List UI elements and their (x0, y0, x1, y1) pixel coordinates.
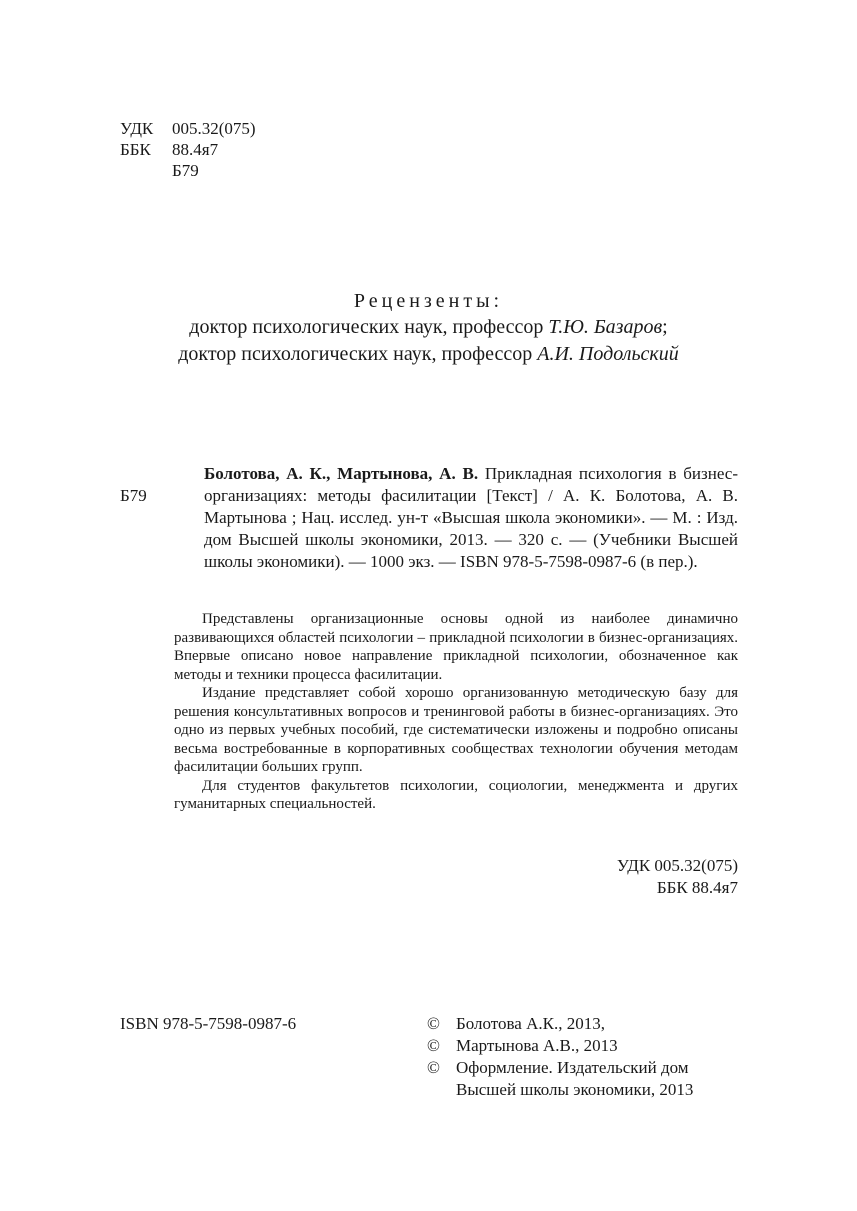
reviewers-block (0, 288, 857, 368)
reviewer-title: доктор психологических наук, профессор (178, 343, 533, 365)
udk-value: 005.32(075) (172, 119, 256, 138)
bibliography-side-code: Б79 (120, 486, 147, 505)
reviewer-name: А.И. Подольский (537, 343, 679, 365)
copyright-line: © Болотова А.К., 2013, (427, 1014, 605, 1033)
copyright-line: © Мартынова А.В., 2013 (427, 1036, 618, 1055)
reviewer-separator: ; (662, 316, 668, 338)
copyright-block (427, 1013, 747, 1101)
bbk-row (120, 139, 256, 160)
reviewer-title: доктор психологических наук, профессор (189, 316, 544, 338)
author-code-row (120, 160, 256, 181)
annotation-paragraph: Представлены организационные основы одной из наиболее динамично развивающихся областей психологии – прикладной психологии в бизнес-организациях. Впервые описано новое направление прикладной психологии, обозначенное как методы и техники процесса фасилитации. (174, 611, 738, 683)
annotation (174, 610, 738, 814)
annotation-paragraph: Для студентов факультетов психологии, социологии, менеджмента и других гуманитарных специальностей. (174, 777, 738, 812)
annotation-paragraph: Издание представляет собой хорошо организованную методическую базу для решения консультативных вопросов и тренинговой работы в бизнес-организациях. Это одно из первых учебных пособий, где систематически изложены и подробно описаны весьма востребованные в корпоративных сообществах технологии обучения методам фасилитации больших групп. (174, 685, 738, 775)
udk-code: УДК 005.32(075) (616, 856, 738, 875)
bbk-code: ББК 88.4я7 (656, 878, 738, 897)
bibliography-entry (120, 463, 738, 573)
copyright-line: © Оформление. Издательский дом (427, 1058, 689, 1077)
bbk-value: 88.4я7 (172, 140, 219, 159)
classification-block (120, 118, 256, 181)
copyright-symbol: © (427, 1058, 440, 1077)
bbk-label: ББК (120, 140, 151, 159)
codes-bottom (438, 855, 738, 899)
reviewers-heading: Рецензенты: (353, 290, 504, 312)
isbn: ISBN 978-5-7598-0987-6 (120, 1014, 297, 1033)
author-code: Б79 (172, 161, 199, 180)
reviewer-line (0, 341, 857, 368)
copyright-continuation: Высшей школы экономики, 2013 (456, 1080, 694, 1099)
udk-row (120, 118, 256, 139)
bibliography-authors: Болотова, А. К., Мартынова, А. В. (204, 464, 479, 483)
udk-label: УДК (120, 119, 154, 138)
copyright-symbol: © (427, 1036, 440, 1055)
reviewer-name: Т.Ю. Базаров (548, 316, 663, 338)
reviewer-line (0, 314, 857, 341)
copyright-symbol: © (427, 1014, 440, 1033)
bibliography-text: Прикладная психология в бизнес-организациях: методы фасилитации [Текст] / А. К. Болотова, А. В. Мартынова ; Нац. исслед. ун-т «Высшая школа экономики». — М. : Изд. дом Высшей школы экономики, 2013. — 320 с. — (Учебники Высшей школы экономики). — 1000 экз. — ISBN 978-5-7598-0987-6 (в пер.). (204, 464, 739, 571)
